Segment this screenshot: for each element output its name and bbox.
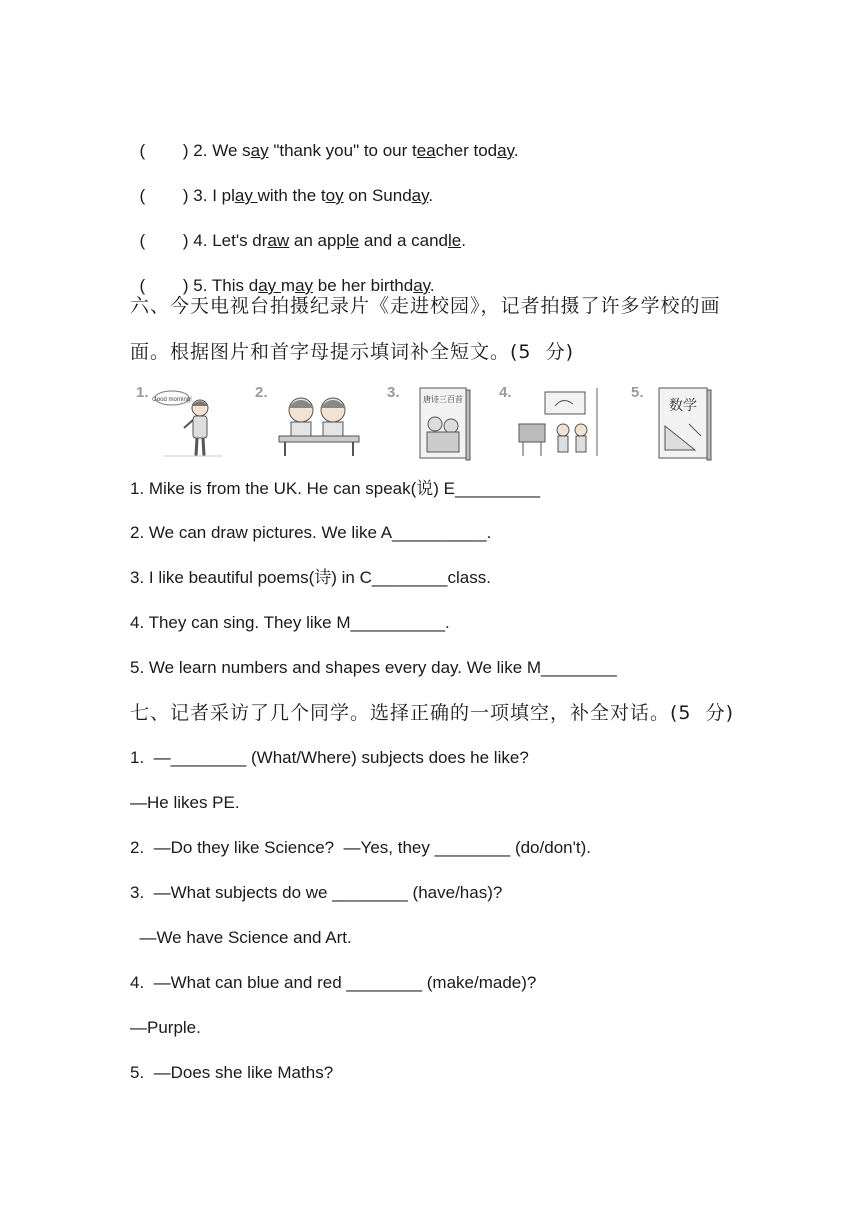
question-text: m	[280, 276, 296, 295]
question-4	[130, 205, 466, 253]
section-6-title-line2: 面。根据图片和首字母提示填词补全短文。(5 分)	[130, 341, 574, 363]
section-7-line: —He likes PE.	[130, 793, 240, 812]
picture-number: 4.	[499, 384, 512, 401]
underlined-letters: ay	[411, 186, 429, 205]
section-7-line: 2. —Do they like Science? —Yes, they ________ (do/don't).	[130, 838, 591, 857]
question-text: .	[429, 276, 435, 295]
question-text: ) 4. Let's dr	[182, 231, 268, 250]
section-7-line: 4. —What can blue and red ________ (make/made)?	[130, 973, 537, 992]
section-7-line: 3. —What subjects do we ________ (have/has)?	[130, 883, 503, 902]
section-7-line: 1. —________ (What/Where) subjects does he like?	[130, 748, 529, 767]
section-7-line: —Purple.	[130, 1018, 201, 1037]
question-text: cher tod	[435, 141, 498, 160]
section-6-item-5: 5. We learn numbers and shapes every day. We like M________	[130, 658, 617, 677]
poem-book-picture	[415, 384, 475, 464]
boy-greeting-picture	[152, 384, 232, 464]
question-text: be her birthd	[313, 276, 414, 295]
picture-number: 2.	[255, 384, 268, 401]
girls-drawing-picture	[273, 384, 363, 464]
section-7-line: 5. —Does she like Maths?	[130, 1063, 334, 1082]
question-text: and a cand	[359, 231, 448, 250]
question-text: ) 3. I pl	[182, 186, 235, 205]
question-text: .	[461, 231, 466, 250]
question-5	[130, 250, 435, 298]
answer-paren: (	[139, 231, 146, 250]
question-text: "thank you" to our t	[268, 141, 417, 160]
question-text: with the t	[257, 186, 326, 205]
answer-paren: (	[139, 186, 146, 205]
section-6-item-4: 4. They can sing. They like M__________.	[130, 613, 450, 632]
picture-number: 1.	[136, 384, 149, 401]
picture-number: 5.	[631, 384, 644, 401]
answer-paren: (	[139, 141, 146, 160]
underlined-letters: le	[345, 231, 360, 250]
underlined-letters: ea	[416, 141, 436, 160]
underlined-letters: ay	[258, 276, 281, 295]
question-text: on Sund	[343, 186, 412, 205]
section-6-item-2: 2. We can draw pictures. We like A__________.	[130, 523, 492, 542]
underlined-letters: ay	[250, 141, 269, 160]
section-7-line: —We have Science and Art.	[130, 928, 352, 947]
picture-row	[130, 384, 730, 464]
picture-number: 3.	[387, 384, 400, 401]
section-6-title-line1: 六、今天电视台拍摄纪录片《走进校园》，记者拍摄了许多学校的画	[130, 295, 721, 317]
underlined-letters: ay	[413, 276, 430, 295]
question-text: ) 5. This d	[182, 276, 259, 295]
underlined-letters: oy	[325, 186, 344, 205]
question-text: an app	[289, 231, 346, 250]
question-2	[130, 115, 519, 163]
maths-book-picture	[655, 384, 715, 464]
music-class-picture	[515, 384, 605, 464]
question-3	[130, 160, 433, 208]
underlined-letters: aw	[267, 231, 290, 250]
book-title: 数学	[669, 398, 697, 414]
question-text: .	[513, 141, 519, 160]
section-6-item-3: 3. I like beautiful poems(诗) in C________class.	[130, 568, 491, 587]
question-text: .	[428, 186, 434, 205]
greeting-bubble: Good morning!	[152, 397, 192, 403]
section-7-title: 七、记者采访了几个同学。选择正确的一项填空，补全对话。(5 分)	[130, 702, 734, 724]
underlined-letters: ay	[234, 186, 258, 205]
question-text: ) 2. We s	[182, 141, 251, 160]
underlined-letters: ay	[497, 141, 514, 160]
answer-paren: (	[139, 276, 146, 295]
underlined-letters: le	[448, 231, 462, 250]
book-title: 唐诗三百首	[423, 395, 463, 404]
underlined-letters: ay	[295, 276, 314, 295]
section-6-item-1: 1. Mike is from the UK. He can speak(说) E_________	[130, 479, 541, 498]
